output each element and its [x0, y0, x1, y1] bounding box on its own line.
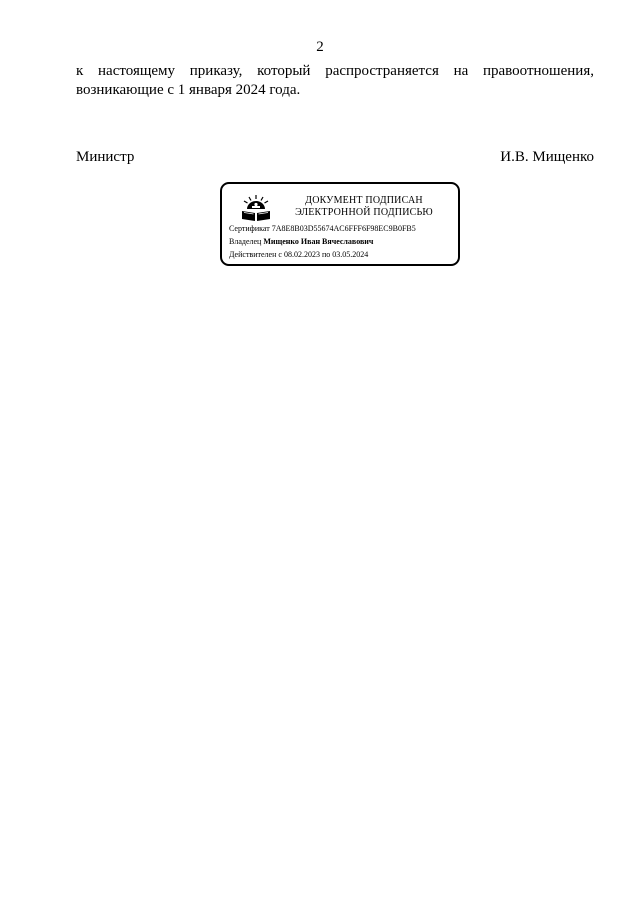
body-word: на: [453, 63, 469, 79]
stamp-owner-line: [229, 237, 373, 247]
page-number: 2: [316, 39, 324, 55]
body-word: к: [76, 63, 84, 79]
valid-label: Действителен: [229, 250, 277, 259]
signature-row: [76, 148, 594, 166]
coat-of-arms-icon: [238, 193, 274, 225]
signatory-name: И.В. Мищенко: [500, 149, 594, 165]
body-word: приказу,: [189, 63, 243, 79]
stamp-title: [276, 195, 452, 219]
body-line-1: [76, 62, 594, 81]
body-word: настоящему: [98, 63, 176, 79]
body-line-2: возникающие с 1 января 2024 года.: [76, 82, 301, 98]
owner-value: Мищенко Иван Вячеславович: [263, 237, 374, 246]
valid-from-label: с: [278, 250, 282, 259]
body-paragraph: [76, 62, 594, 100]
stamp-validity-line: [229, 250, 368, 260]
stamp-title-line-2: ЭЛЕКТРОННОЙ ПОДПИСЬЮ: [295, 207, 433, 218]
body-word: который: [257, 63, 311, 79]
body-word: правоотношения,: [483, 63, 594, 79]
valid-to-label: по: [321, 250, 331, 259]
stamp-certificate-line: [229, 224, 416, 234]
valid-from-date: 08.02.2023: [283, 250, 320, 259]
signatory-position: Министр: [76, 149, 135, 165]
body-word: распространяется: [325, 63, 439, 79]
owner-label: Владелец: [229, 237, 262, 246]
electronic-signature-stamp: [220, 182, 460, 266]
valid-to-date: 03.05.2024: [332, 250, 369, 259]
stamp-title-line-1: ДОКУМЕНТ ПОДПИСАН: [305, 195, 423, 206]
certificate-value: 7A8E8B03D55674AC6FFF6F98EC9B0FB5: [271, 224, 416, 233]
certificate-label: Сертификат: [229, 224, 270, 233]
